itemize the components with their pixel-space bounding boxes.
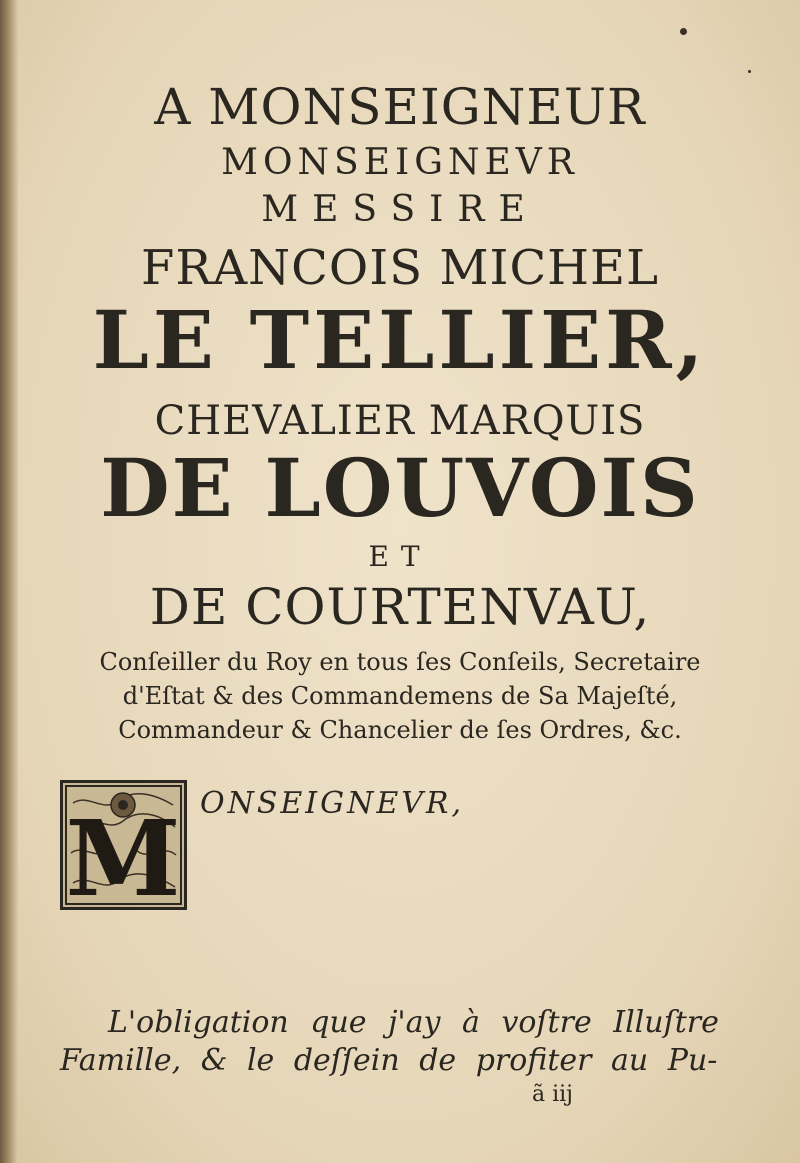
dedication-conjunction: ET [368,540,432,573]
offices-line-1: Conſeiller du Roy en tous ſes Conſeils, Secretaire [99,648,701,676]
offices-line-2: d'Eſtat & des Commandemens de Sa Majeſté, [122,682,678,710]
dedication-name-first: FRANCOIS MICHEL [141,240,659,296]
dedication-title-courtenvau: DE COURTENVAU, [149,578,651,636]
ornamental-initial-m-icon [60,780,187,910]
ink-spot [680,28,687,35]
dedication-line-3: MESSIRE [261,189,539,230]
salutation-text: ONSEIGNEVR, [200,786,465,821]
dedication-line-2: MONSEIGNEVR [221,142,579,183]
drop-cap-drawing [63,783,184,907]
body-text-line-2: Famille, & le deſſein de profiter au Pu- [60,1043,718,1078]
dedication-rank: CHEVALIER MARQUIS [154,398,646,444]
body-text-line-1: L'obligation que j'ay à voſtre Illuſtre [108,1005,719,1040]
dedication-title-louvois: DE LOUVOIS [100,441,700,535]
ink-spot [748,70,751,73]
dedication-name-surname: LE TELLIER, [92,293,708,387]
svg-text:M: M [65,797,181,907]
offices-line-3: Commandeur & Chancelier de ſes Ordres, &c. [118,716,682,744]
dedication-line-1: A MONSEIGNEUR [154,78,646,136]
signature-mark: ã iij [532,1082,574,1107]
